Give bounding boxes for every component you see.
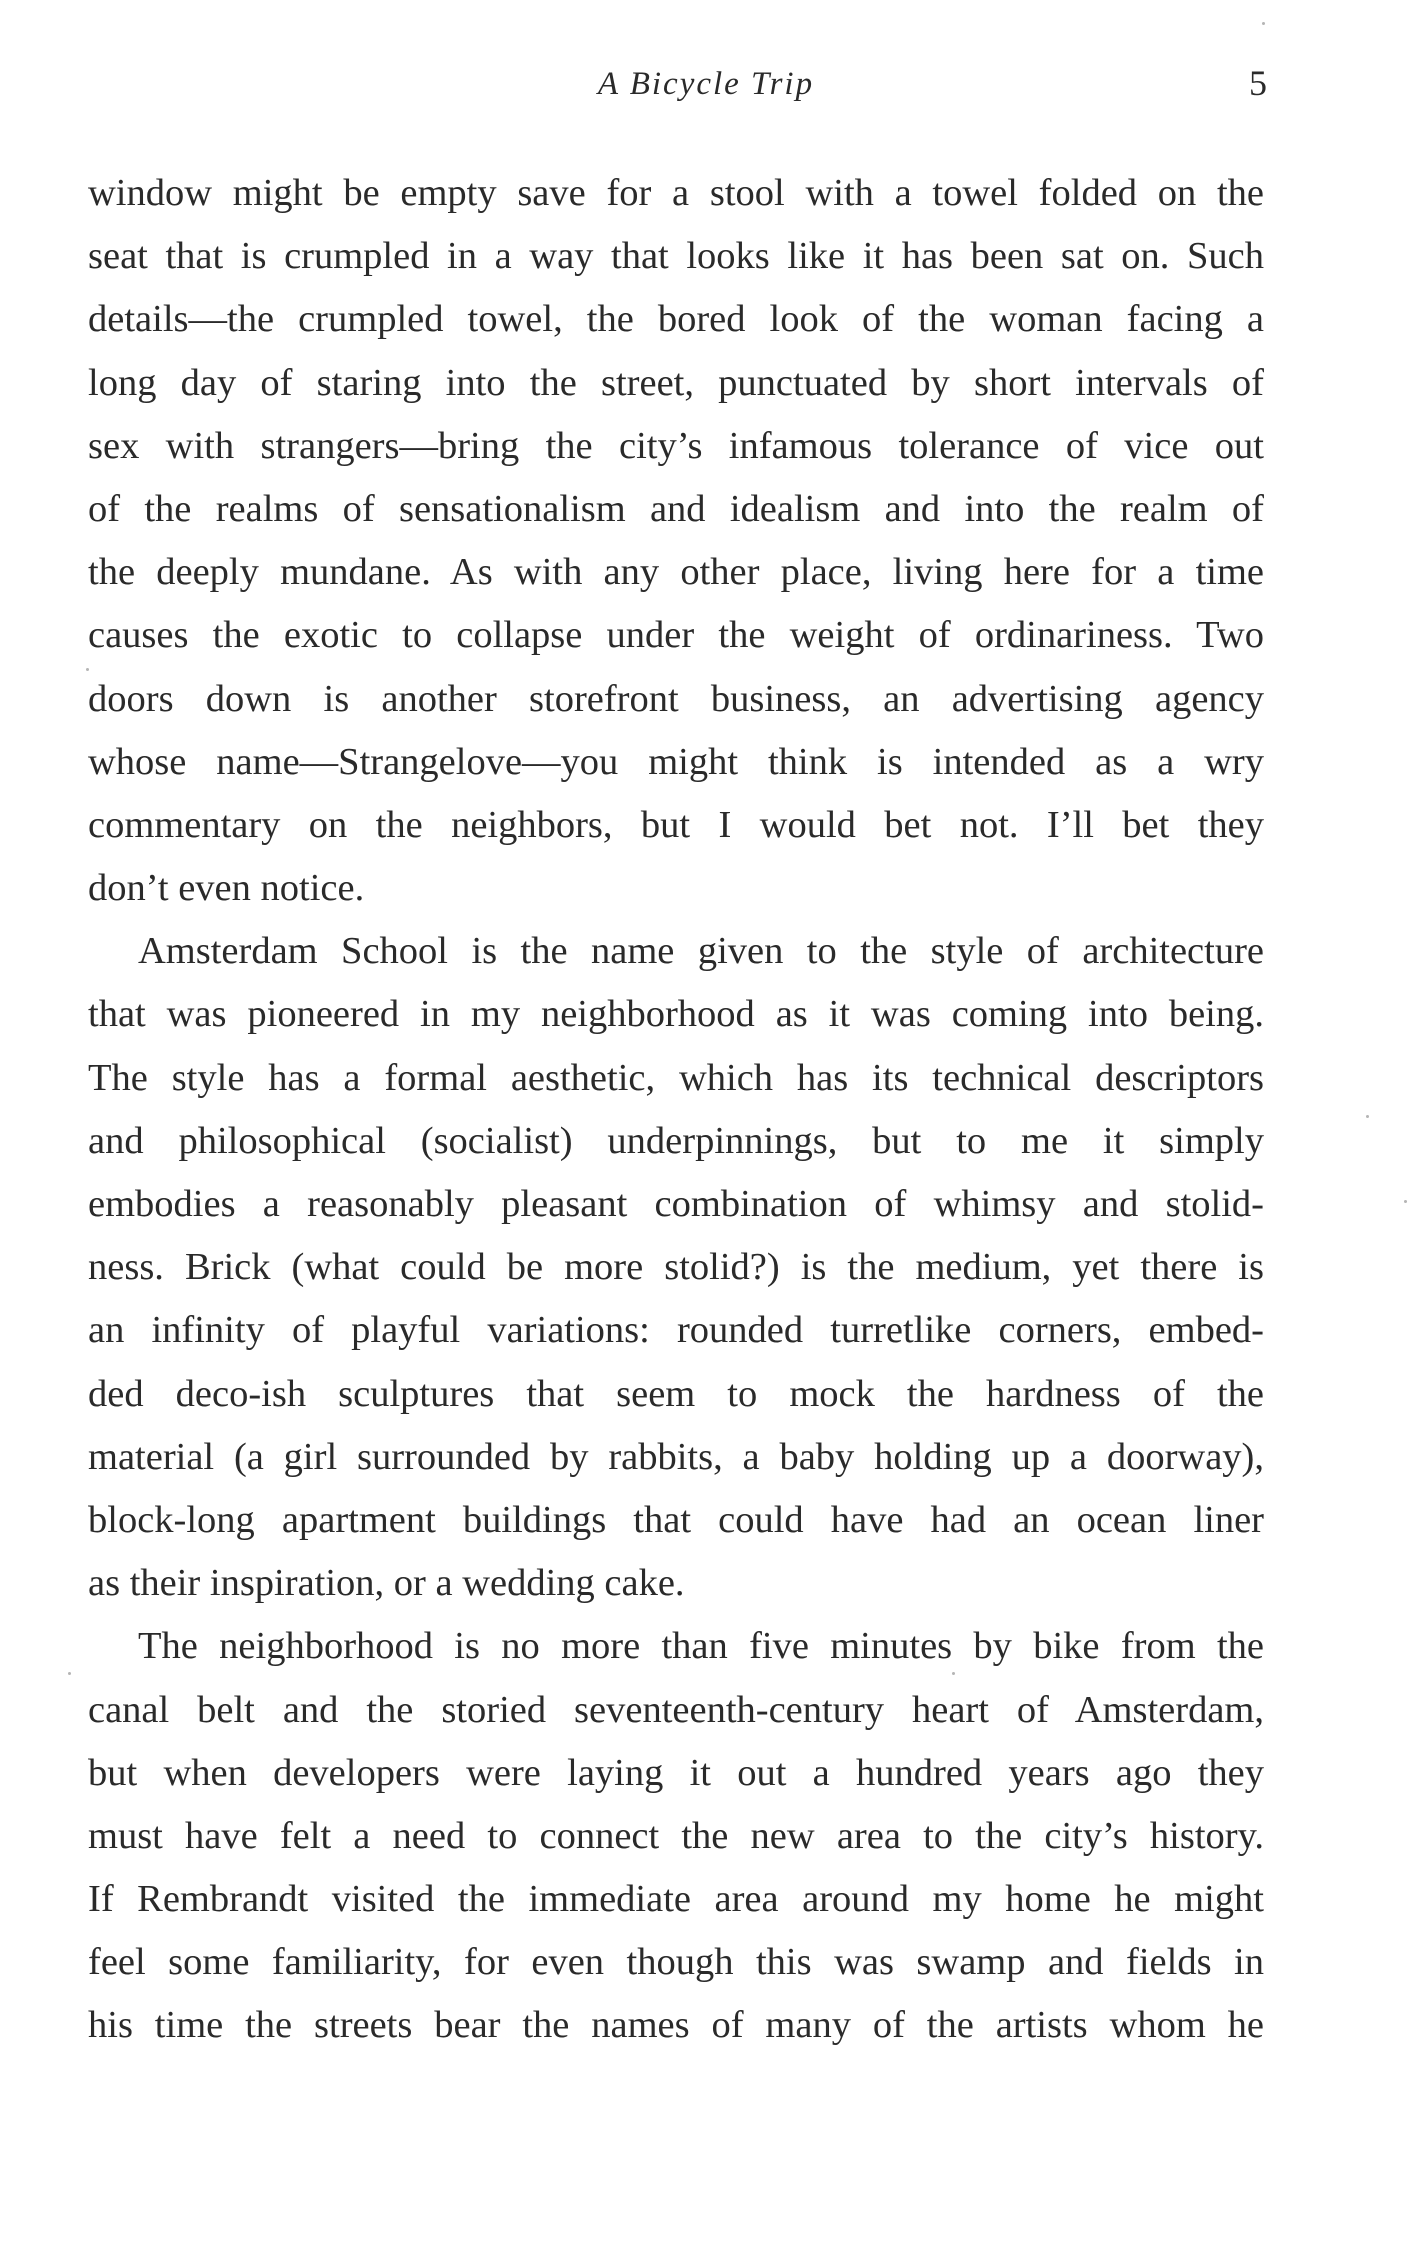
text-line: block-long apartment buildings that could have had an ocean liner xyxy=(88,1498,1264,1541)
body-text xyxy=(88,162,1264,2058)
text-line: seat that is crumpled in a way that looks like it has been sat on. Such xyxy=(88,235,1264,278)
paragraph-2 xyxy=(88,920,1264,1615)
text-line: an infinity of playful variations: rounded turretlike corners, embed- xyxy=(88,1309,1264,1352)
text-line: long day of staring into the street, punctuated by short intervals of xyxy=(88,361,1264,404)
page-number: 5 xyxy=(1249,63,1267,103)
text-line: whose name—Strangelove—you might think is intended as a wry xyxy=(88,740,1264,783)
text-line: feel some familiarity, for even though this was swamp and fields in xyxy=(88,1941,1264,1984)
text-line: that was pioneered in my neighborhood as it was coming into being. xyxy=(88,993,1264,1036)
running-head xyxy=(0,62,1412,112)
text-line: If Rembrandt visited the immediate area around my home he might xyxy=(88,1878,1264,1921)
text-line: doors down is another storefront business, an advertising agency xyxy=(88,677,1264,720)
text-line: details—the crumpled towel, the bored look of the woman facing a xyxy=(88,298,1264,341)
text-line: commentary on the neighbors, but I would bet not. I’ll bet they xyxy=(88,803,1264,846)
text-line: The neighborhood is no more than five minutes by bike from the xyxy=(138,1625,1264,1668)
text-line: and philosophical (socialist) underpinnings, but to me it simply xyxy=(88,1119,1264,1162)
text-line: but when developers were laying it out a hundred years ago they xyxy=(88,1751,1264,1794)
text-line: embodies a reasonably pleasant combination of whimsy and stolid- xyxy=(88,1183,1264,1225)
text-line: causes the exotic to collapse under the weight of ordinariness. Two xyxy=(88,614,1264,657)
text-line: ded deco-ish sculptures that seem to mock the hardness of the xyxy=(88,1372,1264,1415)
text-line: must have felt a need to connect the new area to the city’s history. xyxy=(88,1814,1264,1857)
text-line: The style has a formal aesthetic, which has its technical descriptors xyxy=(88,1056,1264,1099)
text-line: ness. Brick (what could be more stolid?) is the medium, yet there is xyxy=(88,1246,1264,1289)
text-line: sex with strangers—bring the city’s infamous tolerance of vice out xyxy=(88,424,1264,467)
scan-speck xyxy=(952,1672,955,1675)
text-line: his time the streets bear the names of many of the artists whom he xyxy=(88,2004,1264,2047)
text-line: don’t even notice. xyxy=(88,867,365,910)
scan-speck xyxy=(1262,22,1265,25)
paragraph-1 xyxy=(88,162,1264,920)
scan-speck xyxy=(68,1672,71,1675)
scan-speck xyxy=(86,668,89,671)
paragraph-3 xyxy=(88,1615,1264,2057)
running-title: A Bicycle Trip xyxy=(597,66,815,102)
text-line: Amsterdam School is the name given to the style of architecture xyxy=(138,930,1264,973)
text-line: material (a girl surrounded by rabbits, a baby holding up a doorway), xyxy=(88,1435,1264,1478)
scan-speck xyxy=(1404,1200,1407,1203)
text-line: window might be empty save for a stool with a towel folded on the xyxy=(88,172,1264,214)
text-line: of the realms of sensationalism and idealism and into the realm of xyxy=(88,487,1264,530)
scan-speck xyxy=(1366,1115,1369,1118)
text-line: canal belt and the storied seventeenth-century heart of Amsterdam, xyxy=(88,1688,1264,1731)
text-line: the deeply mundane. As with any other place, living here for a time xyxy=(88,551,1264,594)
text-line: as their inspiration, or a wedding cake. xyxy=(88,1562,685,1605)
